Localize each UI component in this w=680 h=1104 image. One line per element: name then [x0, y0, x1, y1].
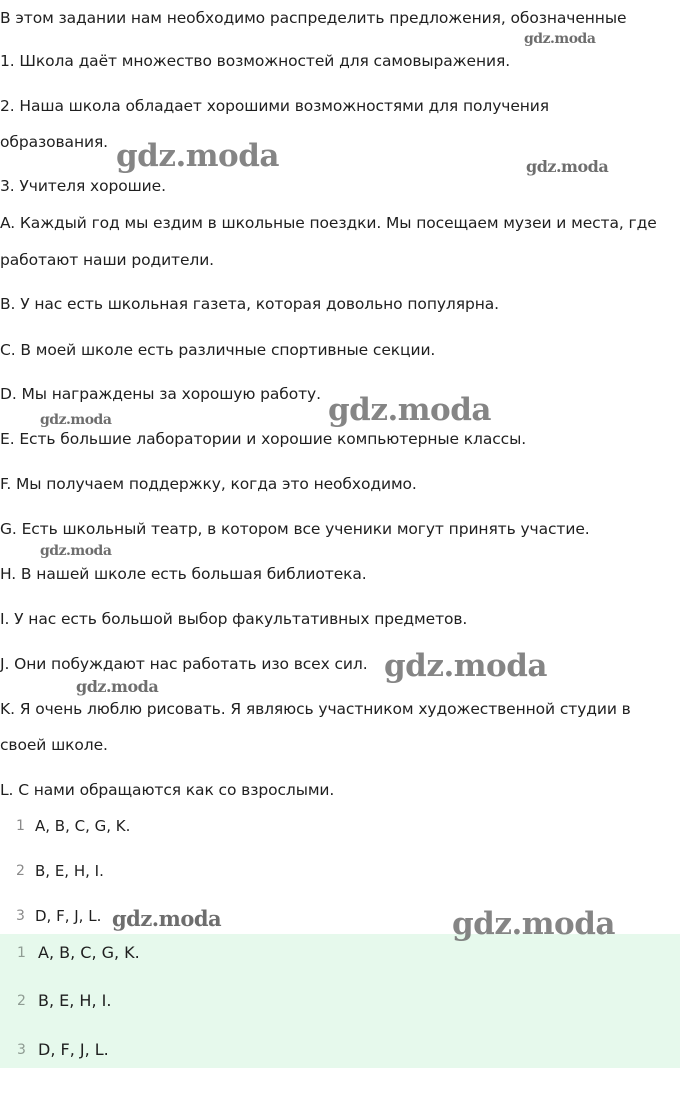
sentence-line: работают наши родители.	[0, 251, 215, 269]
sentence-line: C. В моей школе есть различные спортивные секции.	[0, 341, 436, 359]
sentence-line: E. Есть большие лаборатории и хорошие компьютерные классы.	[0, 430, 527, 448]
watermark: gdz.moda	[328, 392, 491, 428]
answer-number: 2	[17, 993, 26, 1009]
sentence-line: I. У нас есть большой выбор факультативных предметов.	[0, 610, 468, 628]
option-text: D, F, J, L.	[35, 907, 102, 925]
sentence-line: J. Они побуждают нас работать изо всех сил.	[0, 655, 368, 673]
option-text: A, B, C, G, K.	[35, 817, 131, 835]
option-number: 1	[16, 818, 25, 834]
watermark: gdz.moda	[112, 906, 222, 931]
sentence-line: A. Каждый год мы ездим в школьные поездки. Мы посещаем музеи и места, где	[0, 214, 657, 232]
watermark: gdz.moda	[526, 157, 609, 176]
answer-text: D, F, J, L.	[38, 1040, 109, 1059]
sentence-line: K. Я очень люблю рисовать. Я являюсь участником художественной студии в	[0, 700, 631, 718]
sentence-line: L. С нами обращаются как со взрослыми.	[0, 781, 335, 799]
answer-block	[0, 934, 680, 1068]
watermark: gdz.moda	[384, 648, 547, 684]
intro-text: В этом задании нам необходимо распределить предложения, обозначенные	[0, 9, 627, 27]
watermark: gdz.moda	[76, 677, 159, 696]
watermark: gdz.moda	[40, 412, 112, 428]
category-line: образования.	[0, 133, 108, 151]
category-line: 3. Учителя хорошие.	[0, 177, 166, 195]
option-number: 2	[16, 863, 25, 879]
option-number: 3	[16, 908, 25, 924]
sentence-line: своей школе.	[0, 736, 108, 754]
sentence-line: D. Мы награждены за хорошую работу.	[0, 385, 321, 403]
sentence-line: G. Есть школьный театр, в котором все ученики могут принять участие.	[0, 520, 590, 538]
sentence-line: B. У нас есть школьная газета, которая довольно популярна.	[0, 295, 499, 313]
answer-number: 1	[17, 945, 26, 961]
sentence-line: H. В нашей школе есть большая библиотека.	[0, 565, 367, 583]
sentence-line: F. Мы получаем поддержку, когда это необходимо.	[0, 475, 417, 493]
answer-text: A, B, C, G, K.	[38, 943, 140, 962]
option-text: B, E, H, I.	[35, 862, 104, 880]
category-line: 2. Наша школа обладает хорошими возможностями для получения	[0, 97, 550, 115]
answer-text: B, E, H, I.	[38, 991, 112, 1010]
answer-number: 3	[17, 1042, 26, 1058]
watermark: gdz.moda	[116, 138, 279, 174]
category-line: 1. Школа даёт множество возможностей для самовыражения.	[0, 52, 511, 70]
watermark: gdz.moda	[524, 31, 596, 47]
watermark: gdz.moda	[452, 906, 615, 942]
watermark: gdz.moda	[40, 543, 112, 559]
